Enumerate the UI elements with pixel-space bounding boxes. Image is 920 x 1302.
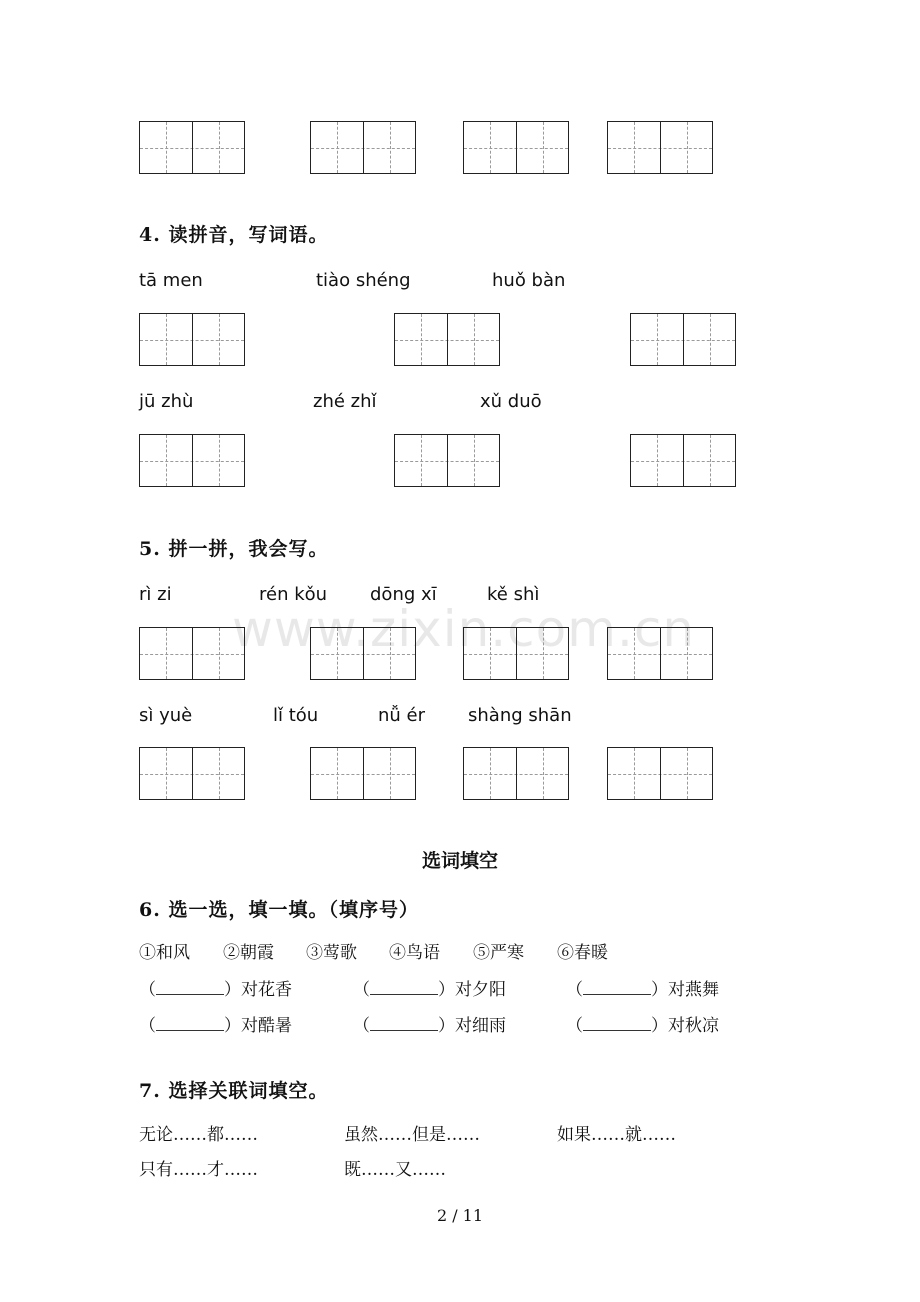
conjunction-word: 无论……都…… xyxy=(139,1125,258,1145)
option-item: ⑥春暖 xyxy=(557,943,608,963)
fill-in-item xyxy=(353,1011,506,1036)
pinyin-label: dōng xī xyxy=(370,584,437,605)
writing-box[interactable] xyxy=(394,313,500,366)
pinyin-label: rì zi xyxy=(139,584,172,605)
section-heading: 选词填空 xyxy=(421,850,498,872)
paren-open: （ xyxy=(566,980,583,1000)
paren-close: ） xyxy=(651,1016,668,1036)
pair-text: 对秋凉 xyxy=(668,1016,719,1036)
page-number: 2 / 11 xyxy=(436,1206,484,1225)
paren-open: （ xyxy=(566,1016,583,1036)
writing-box[interactable] xyxy=(463,121,569,174)
writing-box[interactable] xyxy=(607,121,713,174)
section7-title: 7. 选择关联词填空。 xyxy=(139,1080,329,1102)
pinyin-label: tā men xyxy=(139,270,203,291)
pair-text: 对花香 xyxy=(241,980,292,1000)
pair-text: 对细雨 xyxy=(455,1016,506,1036)
paren-open: （ xyxy=(353,1016,370,1036)
pair-text: 对酷暑 xyxy=(241,1016,292,1036)
writing-box[interactable] xyxy=(310,627,416,680)
pinyin-label: jū zhù xyxy=(139,391,194,412)
pair-text: 对燕舞 xyxy=(668,980,719,1000)
pinyin-label: shàng shān xyxy=(468,705,572,726)
pinyin-label: nǚ ér xyxy=(378,705,426,726)
option-item: ⑤严寒 xyxy=(473,943,524,963)
paren-close: ） xyxy=(224,1016,241,1036)
fill-in-item xyxy=(566,1011,719,1036)
section5-title: 5. 拼一拼，我会写。 xyxy=(139,538,329,560)
writing-box[interactable] xyxy=(310,747,416,800)
pinyin-label: tiào shéng xyxy=(316,270,411,291)
answer-blank[interactable] xyxy=(583,980,651,995)
writing-box[interactable] xyxy=(139,434,245,487)
fill-in-item xyxy=(139,1011,292,1036)
answer-blank[interactable] xyxy=(583,1016,651,1031)
answer-blank[interactable] xyxy=(156,980,224,995)
pinyin-label: kě shì xyxy=(487,584,540,605)
option-item: ③莺歌 xyxy=(306,943,357,963)
writing-box[interactable] xyxy=(139,747,245,800)
paren-open: （ xyxy=(139,980,156,1000)
answer-blank[interactable] xyxy=(156,1016,224,1031)
writing-box[interactable] xyxy=(139,121,245,174)
answer-blank[interactable] xyxy=(370,1016,438,1031)
watermark: www.zixin.com.cn xyxy=(232,600,696,658)
paren-close: ） xyxy=(438,980,455,1000)
paren-close: ） xyxy=(438,1016,455,1036)
conjunction-word: 只有……才…… xyxy=(139,1160,258,1180)
writing-box[interactable] xyxy=(394,434,500,487)
option-item: ②朝霞 xyxy=(223,943,274,963)
writing-box[interactable] xyxy=(139,313,245,366)
option-item: ④鸟语 xyxy=(389,943,440,963)
writing-box[interactable] xyxy=(630,313,736,366)
section4-title: 4. 读拼音，写词语。 xyxy=(139,224,329,246)
writing-box[interactable] xyxy=(630,434,736,487)
conjunction-word: 既……又…… xyxy=(344,1160,446,1180)
pinyin-label: xǔ duō xyxy=(480,391,542,412)
pinyin-label: sì yuè xyxy=(139,705,193,726)
answer-blank[interactable] xyxy=(370,980,438,995)
paren-open: （ xyxy=(139,1016,156,1036)
writing-box[interactable] xyxy=(463,747,569,800)
paren-open: （ xyxy=(353,980,370,1000)
fill-in-item xyxy=(566,975,719,1000)
pinyin-label: zhé zhǐ xyxy=(313,391,377,412)
writing-box[interactable] xyxy=(310,121,416,174)
fill-in-item xyxy=(139,975,292,1000)
writing-box[interactable] xyxy=(463,627,569,680)
option-item: ①和风 xyxy=(139,943,190,963)
section6-title: 6. 选一选，填一填。（填序号） xyxy=(139,899,419,921)
paren-close: ） xyxy=(651,980,668,1000)
conjunction-word: 虽然……但是…… xyxy=(344,1125,480,1145)
pair-text: 对夕阳 xyxy=(455,980,506,1000)
writing-box[interactable] xyxy=(607,747,713,800)
conjunction-word: 如果……就…… xyxy=(557,1125,676,1145)
fill-in-item xyxy=(353,975,506,1000)
writing-box[interactable] xyxy=(139,627,245,680)
pinyin-label: rén kǒu xyxy=(259,584,328,605)
paren-close: ） xyxy=(224,980,241,1000)
pinyin-label: huǒ bàn xyxy=(492,270,566,291)
writing-box[interactable] xyxy=(607,627,713,680)
pinyin-label: lǐ tóu xyxy=(273,705,319,726)
